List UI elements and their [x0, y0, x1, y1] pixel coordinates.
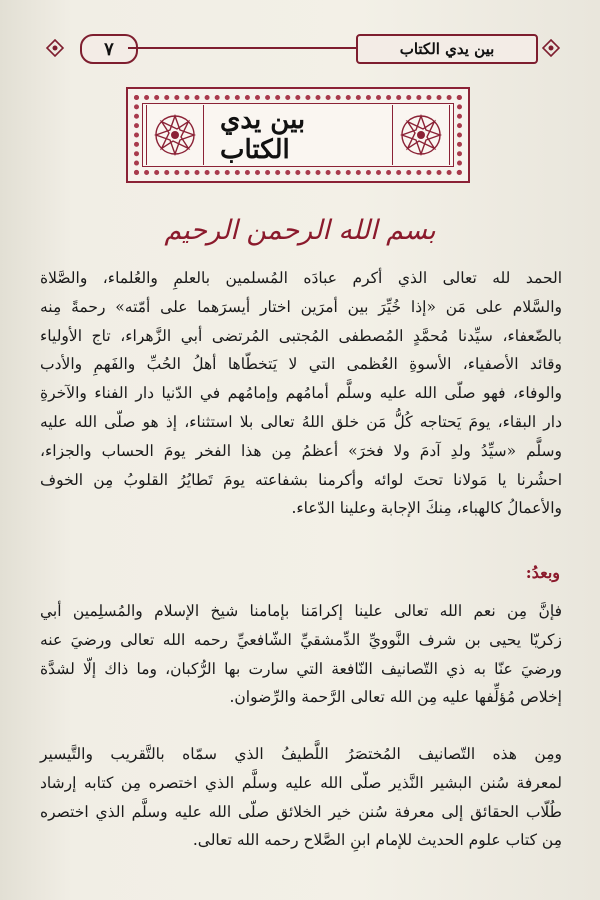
text-line: الحمد لله تعالى الذي أكرم عبادَه المُسلمين بالعلمِ والعُلماء، والصَّلاة — [40, 269, 562, 287]
text-line: وقائد الأصفياء، الأسوةِ العُظمى التي لا يَتخطّاها أهلُ الحُبِّ والفَهمِ والأدب — [40, 355, 562, 374]
page-number: ٧ — [80, 34, 138, 64]
left-ornament-icon — [46, 39, 64, 57]
running-title: بين يدي الكتاب — [356, 34, 538, 64]
text-line: فإنَّ مِن نعم الله تعالى علينا إكرامَنا بإمامنا شيخ الإسلام والمُسلِمين أبي — [40, 602, 562, 620]
rosette-icon — [153, 113, 197, 157]
text-line: وسلَّم «سيِّدُ ولدِ آدمَ ولا فخرَ» أعظمُ مِن هذا الفخر يومَ الحساب والجزاء، — [40, 441, 562, 460]
text-line: والوفاء، فهو صلّى الله عليه وسلَّم أمامُهم وإمامُهم في الدّنيا دار الفناء والآخرةِ — [40, 384, 562, 403]
text-line: والسَّلام على مَن «إذا خُيِّرَ بين أمرَين اختار أيسرَهما على أمّته» رحمةً مِنه — [40, 297, 562, 316]
rosette-panel-right — [392, 105, 450, 165]
text-line: والأعمالُ كالهباء، مِنكَ الإجابة وعلينا الدّعاء. — [291, 499, 562, 518]
text-line: إخلاص مُؤلِّفها عليه مِن الله تعالى الرَّحمة والرِّضوان. — [229, 688, 562, 707]
rosette-icon — [399, 113, 443, 157]
paragraph-two — [40, 597, 562, 712]
text-line: لمعرفة سُنن البشير النَّذير صلّى الله عليه وسلَّم الذي اختصره مِن كتابه إرشاد — [40, 773, 562, 792]
text-line: زكريّا يحيى بن شرف النَّوويِّ الدِّمشقيِّ الشّافعيِّ رحمه الله تعالى ورضيَ عنه — [40, 630, 562, 649]
text-line: مِن كتاب علوم الحديث للإمام ابنِ الصَّلاح رحمه الله تعالى. — [192, 831, 562, 850]
paragraph-intro — [40, 264, 562, 523]
text-line: طُلّاب الحقائق إلى معرفة سُنن خير الخلائق صلّى الله عليه وسلَّم الذي اختصره — [40, 802, 562, 821]
text-line: ورضيَ عنّا به ذي التّصانيف النّافعة التي سارت بها الرُّكبان، وما ذاك إلّا لشدَّة — [40, 659, 562, 678]
paragraph-three — [40, 740, 562, 855]
text-line: بالضّعفاء، سيِّدنا مُحمَّدٍ المُصطفى المُجتبى المُرتضى أبي الزَّهراء، تاج الأولياء — [40, 326, 562, 345]
right-ornament-icon — [542, 39, 560, 57]
page-title: بين يدي الكتاب — [220, 105, 306, 165]
text-line: احشُرنا يا مَولانا تحتَ لوائه وأكرمنا بشفاعته يومَ تَطايُرُ القلوبُ مِن الخوف — [40, 470, 562, 489]
subheading: وبعدُ: — [525, 563, 560, 582]
header-rule — [128, 47, 364, 49]
text-line: ومِن هذه التّصانيف المُختصَرُ اللَّطيفُ الذي سمّاه بالتَّقريب والتَّيسير — [40, 745, 562, 763]
rosette-panel-left — [146, 105, 204, 165]
basmala: بسم الله الرحمن الرحيم — [164, 215, 436, 246]
title-frame — [126, 87, 470, 183]
running-header — [32, 30, 560, 64]
text-line: دار البقاء، يومَ يَحتاجه كُلُّ مَن خلق اللهُ تعالى بلا استثناء، إذ هو صلّى الله عليه — [40, 412, 562, 431]
